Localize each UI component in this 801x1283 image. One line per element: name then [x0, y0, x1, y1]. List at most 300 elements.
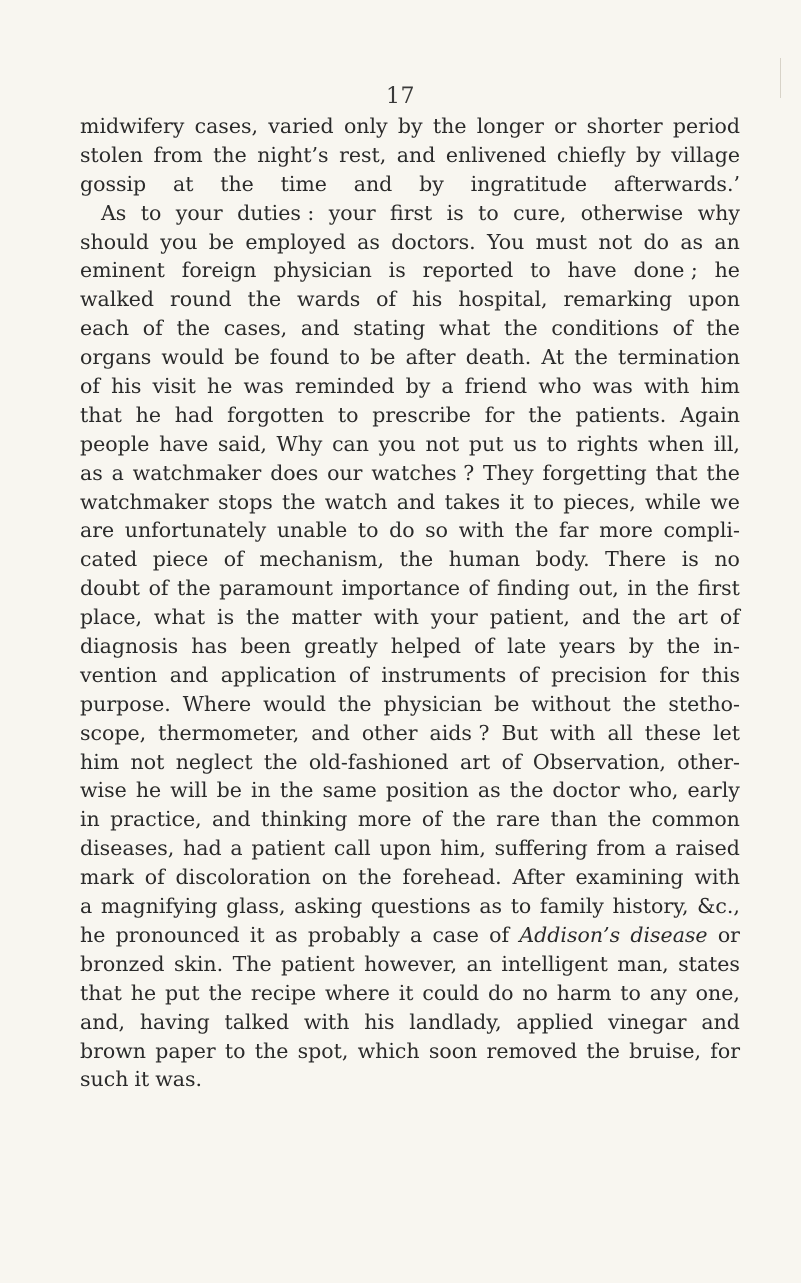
word: upon: [379, 836, 432, 861]
word: longer: [476, 114, 544, 138]
word: years: [559, 634, 616, 659]
word: been: [240, 634, 291, 659]
word: the: [706, 460, 740, 485]
word: with: [303, 1009, 350, 1034]
word: skin.: [173, 951, 224, 976]
word: pronounced: [115, 922, 240, 947]
word: the: [666, 634, 701, 659]
word: disease: [630, 922, 708, 947]
word: applied: [516, 1009, 594, 1034]
word: in: [80, 807, 100, 832]
body-text: [80, 112, 740, 1094]
word: by: [397, 114, 423, 138]
word: patient: [280, 951, 355, 976]
word: your: [328, 200, 376, 225]
word: cases,: [194, 114, 258, 138]
word: from: [153, 142, 203, 167]
text-line: [80, 372, 740, 401]
word: out,: [578, 576, 619, 601]
text-line: [80, 863, 740, 892]
word: early: [687, 778, 740, 803]
word: have: [159, 431, 209, 456]
word: questions: [370, 894, 471, 919]
word: it: [134, 1067, 150, 1092]
word: him: [80, 749, 120, 774]
word: &c.,: [697, 894, 740, 919]
word: to: [533, 489, 554, 514]
word: not: [598, 229, 633, 254]
word: art: [677, 605, 709, 630]
word: time: [280, 171, 327, 196]
word: of: [148, 576, 169, 601]
word: the: [281, 489, 316, 514]
word: magnifying: [100, 894, 218, 919]
text-line: [80, 314, 740, 343]
word: and: [396, 489, 436, 514]
word: termination: [618, 345, 740, 370]
word: importance: [341, 576, 461, 601]
word: paramount: [219, 576, 333, 601]
text-line: [80, 1037, 740, 1066]
word: raised: [675, 836, 740, 861]
word: to: [339, 345, 361, 370]
word: probably: [307, 922, 400, 947]
word: with: [373, 605, 419, 630]
word: the: [279, 778, 314, 803]
word: your: [430, 605, 478, 630]
word: as: [680, 229, 704, 254]
word: he: [130, 980, 157, 1005]
word: was: [592, 374, 633, 399]
word: doctor: [552, 778, 620, 803]
word: he: [80, 922, 106, 947]
word: employed: [245, 229, 346, 254]
word: death.: [465, 345, 532, 370]
word: to: [357, 518, 379, 543]
word: would: [263, 691, 326, 716]
word: But: [501, 720, 538, 745]
word: spot,: [297, 1038, 349, 1063]
word: the: [220, 171, 254, 196]
word: however,: [364, 951, 458, 976]
word: of: [474, 634, 495, 659]
word: him,: [440, 836, 486, 861]
word: had: [174, 402, 214, 427]
word: states: [678, 951, 740, 976]
text-line: [80, 488, 740, 517]
word: and: [581, 605, 621, 630]
word: with: [458, 518, 505, 543]
word: by: [405, 374, 431, 399]
word: he: [135, 402, 162, 427]
word: no: [714, 547, 740, 572]
word: in-: [713, 634, 740, 659]
word: diagnosis: [80, 634, 179, 659]
word: Again: [680, 402, 740, 427]
text-line: [80, 545, 740, 574]
word: one,: [695, 980, 740, 1005]
word: doubt: [80, 576, 141, 601]
word: afterwards.’: [613, 171, 740, 196]
word: having: [139, 1009, 210, 1034]
word: They: [483, 460, 534, 485]
word: examining: [575, 865, 684, 890]
word: reminded: [294, 374, 395, 399]
word: not: [130, 749, 165, 774]
word: man,: [617, 951, 669, 976]
word: any: [649, 980, 687, 1005]
word: the: [706, 316, 740, 341]
word: while: [644, 489, 701, 514]
text-line: [80, 892, 740, 921]
word: these: [644, 720, 702, 745]
word: wards: [297, 287, 361, 312]
word: remarking: [563, 287, 673, 312]
word: have: [567, 258, 617, 283]
word: At: [541, 345, 565, 370]
text-line: [80, 170, 740, 199]
word: The: [232, 951, 272, 976]
word: round: [169, 287, 232, 312]
word: physician: [273, 258, 372, 283]
word: the: [504, 316, 538, 341]
word: that: [655, 460, 698, 485]
word: other: [361, 720, 418, 745]
word: first: [697, 576, 740, 601]
word: soon: [428, 1038, 478, 1063]
word: for: [710, 1038, 740, 1063]
word: after: [405, 345, 456, 370]
word: he: [714, 258, 740, 283]
text-line: [80, 834, 740, 863]
word: his: [364, 1009, 395, 1034]
word: matter: [291, 605, 362, 630]
text-line: [80, 459, 740, 488]
word: asking: [294, 894, 363, 919]
word: is: [388, 258, 406, 283]
word: Where: [182, 691, 252, 716]
word: his: [412, 287, 443, 312]
word: and: [311, 720, 350, 745]
word: Why: [276, 431, 323, 456]
text-line: [80, 950, 740, 979]
word: must: [535, 229, 588, 254]
page-number: 17: [386, 84, 415, 109]
word: of: [501, 749, 522, 774]
word: the: [632, 605, 666, 630]
word: this: [701, 662, 740, 687]
word: cases,: [223, 316, 288, 341]
word: are: [80, 518, 115, 543]
text-line: [80, 112, 740, 141]
word: case: [432, 922, 479, 947]
word: on: [321, 865, 348, 890]
word: as: [274, 922, 298, 947]
word: pieces,: [563, 489, 636, 514]
word: can: [332, 431, 369, 456]
text-line: [80, 805, 740, 834]
word: should: [80, 229, 149, 254]
word: gossip: [80, 171, 147, 196]
word: to: [546, 431, 568, 456]
word: the: [509, 778, 544, 803]
word: people: [80, 431, 150, 456]
word: glass,: [226, 894, 286, 919]
word: As: [101, 200, 127, 225]
word: the: [432, 114, 467, 138]
text-line: [80, 285, 740, 314]
word: your: [175, 200, 223, 225]
word: unfortunately: [124, 518, 267, 543]
word: it: [249, 922, 265, 947]
word: an: [714, 229, 740, 254]
word: not: [425, 431, 460, 456]
word: helped: [390, 634, 462, 659]
word: with: [549, 720, 596, 745]
word: ill,: [713, 431, 740, 456]
word: hospital,: [458, 287, 548, 312]
text-line: [80, 430, 740, 459]
word: stolen: [80, 142, 143, 167]
word: the: [514, 518, 549, 543]
word: vention: [80, 662, 158, 687]
word: a: [654, 836, 667, 861]
word: put: [468, 431, 504, 456]
word: late: [507, 634, 547, 659]
word: the: [176, 316, 211, 341]
word: it: [509, 489, 525, 514]
word: be: [208, 229, 235, 254]
word: watchmaker: [80, 489, 209, 514]
word: a: [230, 836, 243, 861]
word: foreign: [181, 258, 257, 283]
word: that: [80, 980, 122, 1005]
word: mark: [80, 865, 134, 890]
word: be: [494, 691, 520, 716]
word: of: [421, 807, 442, 832]
word: you: [160, 229, 198, 254]
text-line: [80, 748, 740, 777]
word: and: [169, 662, 209, 687]
word: village: [671, 142, 740, 167]
word: such: [80, 1067, 129, 1092]
word: the: [337, 691, 372, 716]
word: to: [478, 200, 499, 225]
word: unable: [276, 518, 348, 543]
word: all: [607, 720, 633, 745]
word: who: [538, 374, 582, 399]
word: neglect: [175, 749, 253, 774]
word: to: [337, 402, 359, 427]
word: scope,: [80, 720, 147, 745]
text-line: [80, 603, 740, 632]
word: the: [655, 576, 690, 601]
word: same: [322, 778, 377, 803]
word: rights: [576, 431, 639, 456]
word: family: [539, 894, 604, 919]
word: intelligent: [501, 951, 608, 976]
word: practice,: [110, 807, 202, 832]
word: far: [558, 518, 589, 543]
word: found: [269, 345, 330, 370]
word: be: [216, 778, 242, 803]
word: the: [208, 980, 243, 1005]
word: of: [348, 662, 369, 687]
word: of: [144, 865, 165, 890]
word: the: [622, 691, 657, 716]
word: by: [636, 142, 661, 167]
word: said,: [217, 431, 267, 456]
word: After: [512, 865, 565, 890]
word: what: [439, 316, 491, 341]
word: is: [217, 605, 235, 630]
word: vinegar: [607, 1009, 687, 1034]
word: where: [325, 980, 390, 1005]
word: done ;: [633, 258, 698, 283]
word: harm: [556, 980, 612, 1005]
text-line: [80, 921, 740, 950]
word: cated: [80, 547, 138, 572]
text-line: [80, 719, 740, 748]
word: for: [484, 402, 515, 427]
text-line: [80, 228, 740, 257]
word: put: [165, 980, 200, 1005]
word: history,: [612, 894, 689, 919]
word: art: [460, 749, 491, 774]
word: reported: [422, 258, 514, 283]
word: prescribe: [372, 402, 471, 427]
word: that: [80, 402, 122, 427]
word: when: [647, 431, 705, 456]
word: organs: [80, 345, 152, 370]
word: friend: [464, 374, 528, 399]
word: be: [370, 345, 396, 370]
word: of: [223, 547, 244, 572]
word: chiefly: [556, 142, 626, 167]
word: has: [191, 634, 228, 659]
word: thinking: [260, 807, 348, 832]
word: finding: [497, 576, 570, 601]
text-line: [80, 776, 740, 805]
word: does: [270, 460, 319, 485]
text-line: [80, 516, 740, 545]
word: of: [518, 662, 539, 687]
word: place,: [80, 605, 143, 630]
word: walked: [80, 287, 155, 312]
word: will: [170, 778, 208, 803]
text-line: [80, 690, 740, 719]
word: as: [477, 778, 501, 803]
word: other-: [677, 749, 740, 774]
word: as: [479, 894, 503, 919]
word: the: [177, 576, 211, 601]
word: greatly: [304, 634, 378, 659]
word: patient: [251, 836, 326, 861]
word: watches ?: [371, 460, 475, 485]
word: stops: [217, 489, 273, 514]
word: of: [489, 922, 510, 947]
word: of: [672, 316, 693, 341]
word: You: [486, 229, 525, 254]
word: why: [697, 200, 740, 225]
word: at: [172, 171, 194, 196]
word: you: [378, 431, 416, 456]
word: he: [135, 778, 162, 803]
word: let: [713, 720, 740, 745]
text-line: [80, 343, 740, 372]
word: diseases,: [80, 836, 175, 861]
word: more: [357, 807, 412, 832]
word: forgetting: [542, 460, 647, 485]
text-line: [80, 632, 740, 661]
word: is: [681, 547, 699, 572]
text-line: [80, 199, 740, 228]
text-line: [80, 574, 740, 603]
word: cure,: [513, 200, 567, 225]
word: for: [659, 662, 690, 687]
word: piece: [152, 547, 209, 572]
text-line: [80, 401, 740, 430]
word: brown: [80, 1038, 147, 1063]
word: from: [596, 836, 646, 861]
word: had: [183, 836, 222, 861]
word: conditions: [551, 316, 659, 341]
word: takes: [444, 489, 501, 514]
word: to: [530, 258, 551, 283]
word: the: [607, 807, 642, 832]
word: otherwise: [580, 200, 684, 225]
word: and,: [80, 1009, 126, 1034]
word: by: [419, 171, 444, 196]
word: which: [357, 1038, 420, 1063]
text-line: [80, 1008, 740, 1037]
word: ingratitude: [470, 171, 587, 196]
word: was: [243, 374, 284, 399]
word: him: [700, 374, 740, 399]
word: we: [710, 489, 740, 514]
word: and: [701, 1009, 740, 1034]
word: thermometer,: [158, 720, 300, 745]
word: bronzed: [80, 951, 165, 976]
word: the: [586, 1038, 620, 1063]
word: is: [446, 200, 464, 225]
word: period: [672, 114, 740, 138]
word: the: [528, 402, 562, 427]
word: removed: [486, 1038, 578, 1063]
word: compli-: [663, 518, 740, 543]
word: a: [410, 922, 423, 947]
word: bruise,: [629, 1038, 702, 1063]
word: the: [213, 142, 247, 167]
word: upon: [688, 287, 740, 312]
word: the: [246, 605, 280, 630]
word: paper: [155, 1038, 216, 1063]
word: do: [389, 518, 415, 543]
word: as: [357, 229, 380, 254]
word: shorter: [586, 114, 663, 138]
word: There: [605, 547, 667, 572]
word: of: [719, 605, 740, 630]
word: as: [80, 460, 103, 485]
word: could: [422, 980, 480, 1005]
word: the: [574, 345, 608, 370]
word: by: [628, 634, 654, 659]
word: in: [250, 778, 271, 803]
word: eminent: [80, 258, 165, 283]
word: only: [343, 114, 388, 138]
word: do: [643, 229, 669, 254]
word: the: [452, 807, 486, 832]
